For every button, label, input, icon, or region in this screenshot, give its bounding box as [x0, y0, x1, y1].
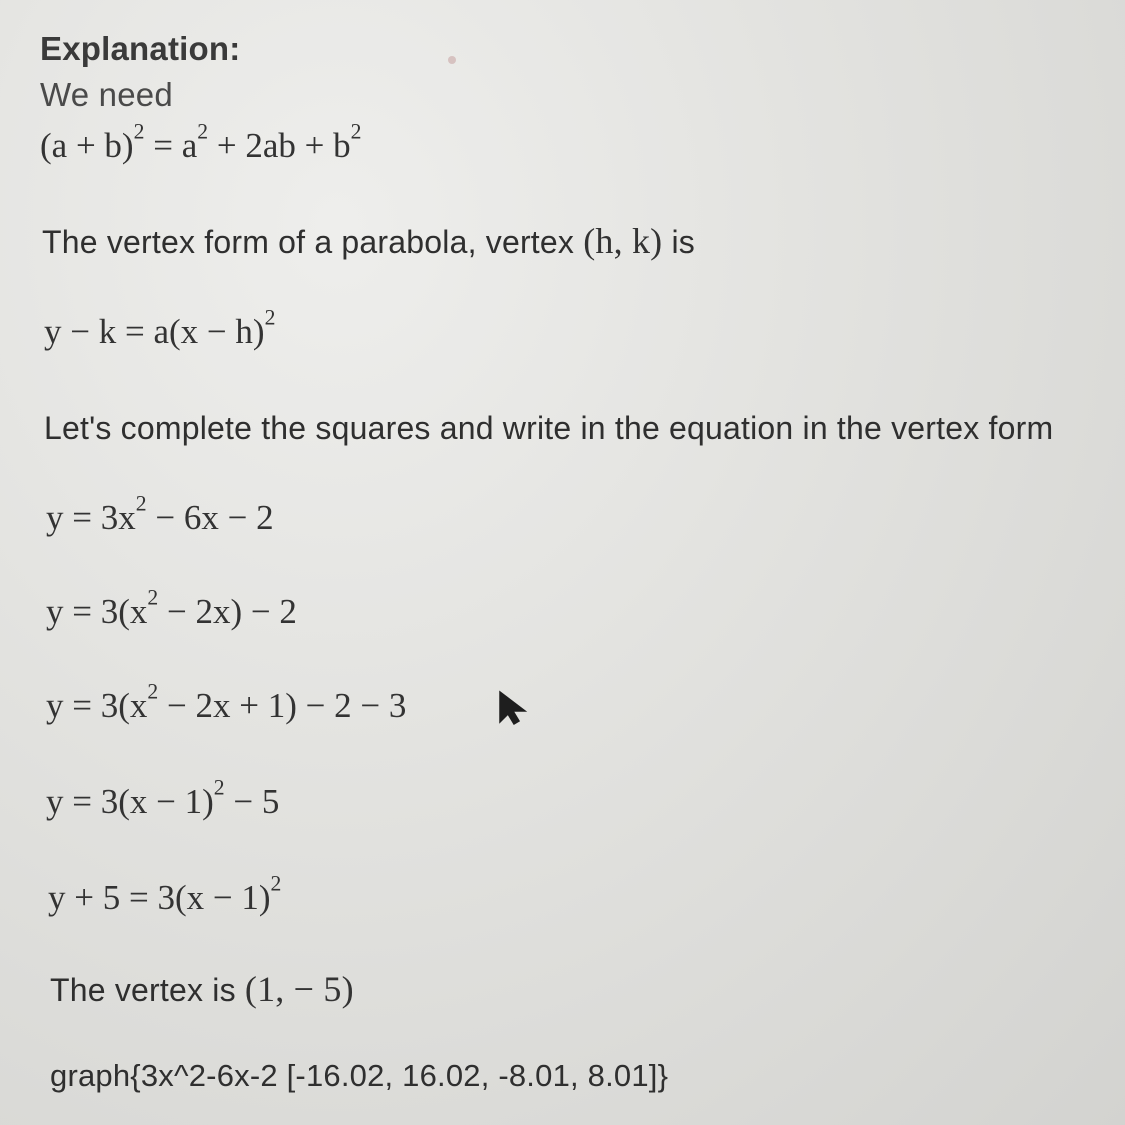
- vertex-result-value: (1, − 5): [244, 969, 354, 1009]
- step-equation-1: [46, 491, 274, 538]
- step-equation-3: [46, 679, 407, 726]
- graph-command-text: graph{3x^2-6x-2 [-16.02, 16.02, -8.01, 8.01]}: [50, 1058, 669, 1093]
- vertex-result-text: The vertex is: [50, 972, 245, 1008]
- intro-text: We need: [40, 76, 173, 113]
- step-5-pre: y + 5 = 3(x − 1): [48, 878, 271, 917]
- superscript: 2: [264, 305, 276, 330]
- explanation-heading: Explanation:: [40, 30, 241, 67]
- superscript: 2: [135, 491, 147, 516]
- superscript: 2: [133, 119, 145, 144]
- superscript: 2: [147, 585, 159, 610]
- step-2-post: − 2x) − 2: [158, 592, 297, 631]
- screen-speck: [448, 56, 456, 64]
- equals-sign: =: [153, 126, 173, 165]
- vertex-form-is: is: [662, 224, 695, 260]
- vertex-result-sentence: [50, 968, 354, 1010]
- step-1-pre: y = 3x: [46, 498, 136, 537]
- vertex-form-eq-lhs: y − k = a(x − h): [44, 312, 265, 351]
- vertex-form-equation: [44, 305, 276, 352]
- superscript: 2: [350, 119, 362, 144]
- binomial-identity-equation: [40, 119, 362, 166]
- step-4-pre: y = 3(x − 1): [46, 782, 214, 821]
- superscript: 2: [147, 679, 159, 704]
- mouse-pointer-icon: [498, 690, 530, 726]
- identity-rhs-b: b: [333, 126, 351, 165]
- identity-rhs-mid: + 2ab +: [208, 126, 334, 165]
- step-equation-5: [48, 871, 282, 918]
- step-equation-4: [46, 775, 280, 822]
- vertex-form-text: The vertex form of a parabola, vertex: [42, 224, 584, 260]
- step-1-post: − 6x − 2: [146, 498, 274, 537]
- identity-rhs-a: a: [181, 126, 198, 165]
- vertex-hk: (h, k): [583, 221, 663, 261]
- vertex-form-sentence: [42, 220, 695, 262]
- superscript: 2: [197, 119, 209, 144]
- step-3-pre: y = 3(x: [46, 686, 148, 725]
- complete-squares-text: Let's complete the squares and write in the equation in the vertex form: [44, 410, 1054, 446]
- superscript: 2: [213, 775, 225, 800]
- step-2-pre: y = 3(x: [46, 592, 148, 631]
- superscript: 2: [270, 871, 282, 896]
- step-4-post: − 5: [224, 782, 280, 821]
- identity-lhs: (a + b): [40, 126, 134, 165]
- step-equation-2: [46, 585, 297, 632]
- step-3-post: − 2x + 1) − 2 − 3: [158, 686, 407, 725]
